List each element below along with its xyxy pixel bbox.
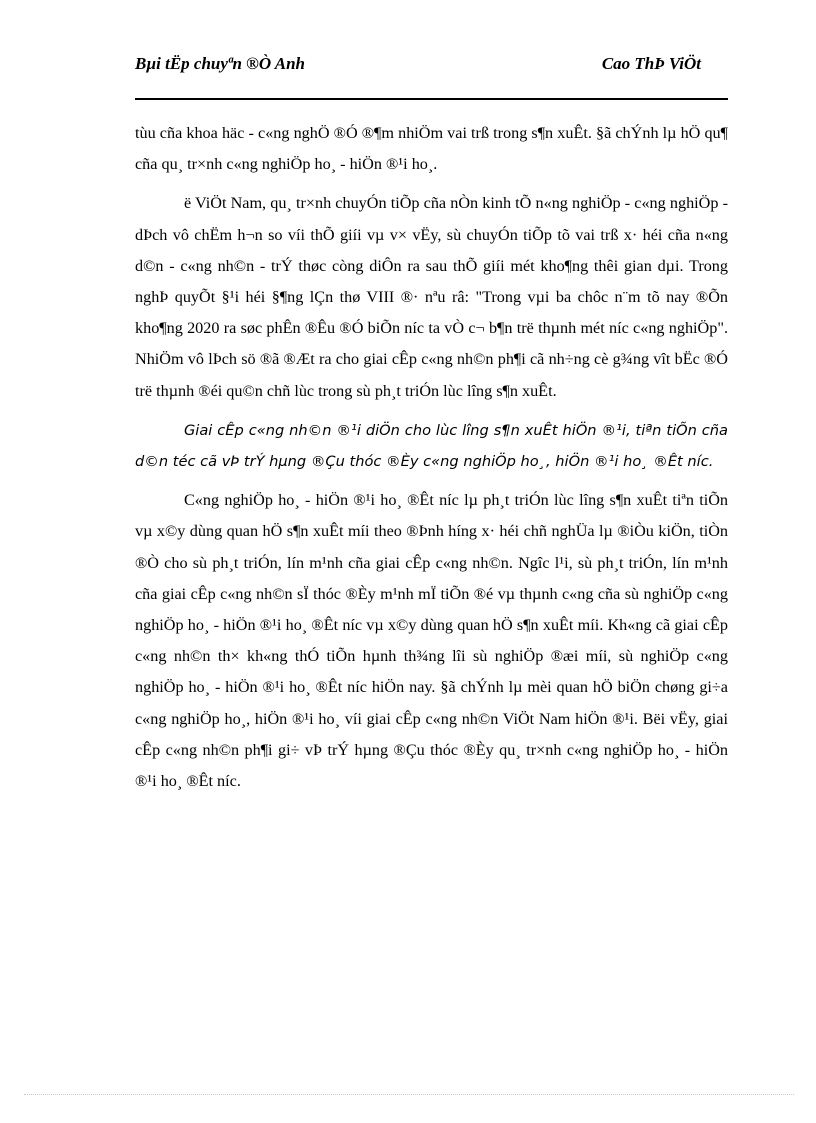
paragraph-2: ë ViÖt Nam, qu¸ tr×nh chuyÓn tiÕp cña nÒn kinh tÕ n«ng nghiÖp - c«ng nghiÖp - dÞch vô chËm h¬n so víi thÕ giíi vµ v× vËy, sù chuyÓn tiÕp tõ vai trß x· héi cña n«ng d©n - c«ng nh©n - trÝ thøc còng diÔn ra sau thÕ giíi mét kho¶ng thêi gian dµi. Trong nghÞ quyÕt §¹i héi §¶ng lÇn thø VIII ®· nªu râ: "Trong vµi ba chôc n¨m tõ nay ®Õn kho¶ng 2020 ra søc phÊn ®Êu ®Ó biÕn níc ta vÒ c¬ b¶n trë thµnh mét níc c«ng nghiÖp". NhiÖm vô lÞch sö ®ã ®Æt ra cho giai cÊp c«ng nh©n ph¶i cã nh÷ng cè g¾ng vît bËc ®Ó trë thµnh ®éi qu©n chñ lùc trong sù ph¸t triÓn lùc lîng s¶n xuÊt. [135, 194, 728, 400]
paragraph-4: C«ng nghiÖp ho¸ - hiÖn ®¹i ho¸ ®Êt níc lµ ph¸t triÓn lùc lîng s¶n xuÊt tiªn tiÕn vµ x©y dùng quan hÖ s¶n xuÊt míi theo ®Þnh híng x· héi chñ nghÜa lµ ®iÒu kiÖn, tiÒn ®Ò cho sù ph¸t triÓn, lín m¹nh cña giai cÊp c«ng nh©n. Ngîc l¹i, sù ph¸t triÓn, lín m¹nh cña giai cÊp c«ng nh©n sÏ thóc ®Èy m¹nh mÏ tiÕn ®é vµ thµnh c«ng cña sù nghiÖp c«ng nghiÖp ho¸ - hiÖn ®¹i ho¸ ®Êt níc vµ x©y dùng quan hÖ s¶n xuÊt míi. Kh«ng cã giai cÊp c«ng nh©n th× kh«ng thÓ tiÕn hµnh th¾ng lîi sù nghiÖp ®æi míi, sù nghiÖp c«ng nghiÖp ho¸ - hiÖn ®¹i ho¸ ®Êt níc hiÖn nay. §ã chÝnh lµ mèi quan hÖ biÖn chøng gi÷a c«ng nghiÖp ho¸, hiÖn ®¹i ho¸ víi giai cÊp c«ng nh©n ViÖt Nam hiÖn ®¹i. Bëi vËy, giai cÊp c«ng nh©n ph¶i gi÷ vÞ trÝ hµng ®Çu thóc ®Èy qu¸ tr×nh c«ng nghiÖp ho¸ - hiÖn ®¹i ho¸ ®Êt níc. [135, 491, 728, 791]
page-header [135, 52, 728, 100]
header-author-name: Cao ThÞ ViÖt [601, 54, 701, 73]
document-body [135, 118, 728, 805]
header-document-title: Bµi tËp chuyªn ®Ò Anh [135, 54, 305, 73]
paragraph-1: tùu cña khoa häc - c«ng nghÖ ®Ó ®¶m nhiÖm vai trß trong s¶n xuÊt. §ã chÝnh lµ hÖ qu¶ cña qu¸ tr×nh c«ng nghiÖp ho¸ - hiÖn ®¹i ho¸. [135, 124, 728, 174]
page-bottom-divider [24, 1094, 794, 1095]
paragraph-3-italic: Giai cÊp c«ng nh©n ®¹i diÖn cho lùc lîng s¶n xuÊt hiÖn ®¹i, tiªn tiÕn cña d©n téc cã vÞ trÝ hµng ®Çu thóc ®Èy c«ng nghiÖp ho¸, hiÖn ®¹i ho¸ ®Êt níc. [135, 421, 728, 471]
